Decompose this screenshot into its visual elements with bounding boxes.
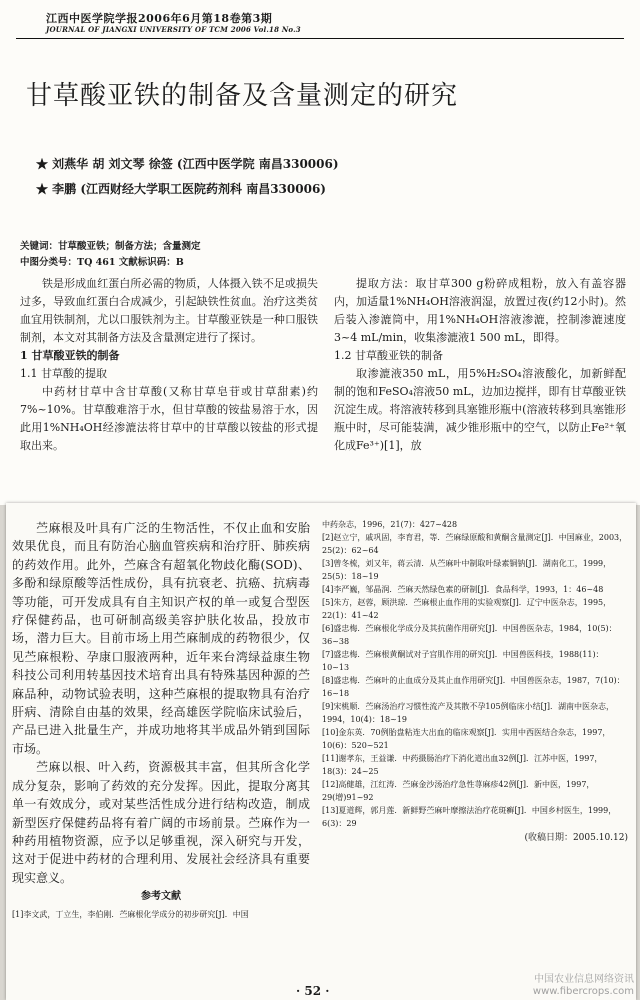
page-number: · 52 · xyxy=(296,984,330,998)
keywords: 关键词：甘草酸亚铁；制备方法；含量测定 xyxy=(20,241,201,252)
journal-header-en: JOURNAL OF JIANGXI UNIVERSITY OF TCM 2006 Vol.18 No.3 xyxy=(46,25,301,34)
section-1-1-heading: 1.1 甘草酸的提取 xyxy=(20,367,107,380)
author-line-2: ★ 李鹏 (江西财经大学职工医院药剂科 南昌330006) xyxy=(36,182,326,196)
section-1-2-heading: 1.2 甘草酸亚铁的制备 xyxy=(334,349,443,362)
author-line-1: ★ 刘燕华 胡 刘文琴 徐签 (江西中医学院 南昌330006) xyxy=(36,157,339,171)
reference-item: [5]朱方，赵蓉，顾洪琼．苎麻根止血作用的实验观察[J]．辽宁中医杂志，1995，22(1)：41~42 xyxy=(322,598,612,620)
reference-item: [9]宋桃顺．苎麻汤治疗习惯性流产及其散不孕105例临床小结[J]．湖南中医杂志，1994，10(4)：18~19 xyxy=(322,702,615,724)
watermark-line-1: 中国农业信息网络资讯 xyxy=(534,974,634,985)
extraction-method-paragraph: 提取方法：取甘草300 g粉碎成粗粉，放入有盖容器内，加适量1%NH₄OH溶液润湿，放置过夜(约12小时)。然后装入渗漉筒中，用1%NH₄OH溶液渗漉，控制渗漉速度3~4 mL/min，收集渗漉液1 500 mL，即得。 xyxy=(334,277,626,344)
reference-item: [7]盛忠梅．苎麻根黄酮试对子宫肌作用的研究[J]．中国兽医科技，1988(11)：10~13 xyxy=(322,650,604,672)
reference-item: [3]曾冬梳，刘又年，蒋云清．从苎麻叶中制取叶绿素铜钠[J]．湖南化工，1999，25(5)：18~19 xyxy=(322,559,612,581)
section-1-heading: 1 甘草酸亚铁的制备 xyxy=(20,349,120,362)
left-column xyxy=(20,275,318,455)
reference-item: [2]赵立宁，戚巩固，李育君，等．苎麻绿原酸和黄酮含量测定[J]．中国麻业，2003，25(2)：62~64 xyxy=(322,533,628,555)
watermark xyxy=(533,974,634,998)
reference-item: [12]高健雄，江红涛．苎麻金沙汤治疗急性荨麻疹42例[J]．新中医，1997，29(增)91~92 xyxy=(322,780,595,802)
reference-item: [6]盛忠梅．苎麻根化学成分及其抗菌作用研究[J]．中国兽医杂志，1984，10(5)：36~38 xyxy=(322,624,617,646)
reference-1: [1]李文武，丁立生，李伯刚．苎麻根化学成分的初步研究[J]．中国 xyxy=(12,909,249,919)
reference-item: [10]金东英．70例胎盘粘连大出血的临床观察[J]．实用中西医结合杂志，1997，10(6)：520~521 xyxy=(322,728,611,750)
reference-item: [4]李严巍，邹晶润．苎麻天然绿色素的研制[J]．食品科学，1993，1：46~48 xyxy=(322,585,604,594)
article-title: 甘草酸亚铁的制备及含量测定的研究 xyxy=(26,81,459,111)
reference-item: [13]夏道辉，郭月莲．新鲜野苎麻叶摩擦法治疗花斑癣[J]．中国乡村医生，1999，6(3)：29 xyxy=(322,806,617,828)
section-1-1-body: 中药材甘草中含甘草酸(又称甘草皂苷或甘草甜素)约7%~10%。甘草酸难溶于水，但甘草酸的铵盐易溶于水，因此用1%NH₄OH经渗漉法将甘草中的甘草酸以铵盐的形式提取出来。 xyxy=(20,385,318,452)
right-column xyxy=(334,275,626,455)
reference-item: 中药杂志，1996，21(7)：427~428 xyxy=(322,520,458,529)
references-heading: 参考文献 xyxy=(141,891,181,903)
header-rule xyxy=(16,38,624,39)
classification-number: 中图分类号：TQ 461 文献标识码：B xyxy=(20,257,184,268)
section-1-2-body: 取渗漉液350 mL，用5%H₂SO₄溶液酸化，加新鲜配制的饱和FeSO₄溶液50 mL，边加边搅拌，即有甘草酸亚铁沉淀生成。将溶液转移到具塞锥形瓶中(溶液转移到具塞锥形瓶中时，尽可能装满，减少锥形瓶中的空气，以防止Fe²⁺氧化成Fe³⁺)[1]，放 xyxy=(334,367,626,452)
reference-item: [8]盛忠梅．苎麻叶的止血成分及其止血作用研究[J]．中国兽医杂志，1987，7(10)：16~18 xyxy=(322,676,625,698)
received-date: (收稿日期：2005.10.12) xyxy=(524,833,628,843)
watermark-line-2: www.fibercrops.com xyxy=(532,986,634,997)
journal-header-cn: 江西中医学院学报2006年6月第18卷第3期 xyxy=(46,12,273,25)
intro-paragraph: 铁是形成血红蛋白所必需的物质，人体摄入铁不足或损失过多，导致血红蛋白合成减少，引起缺铁性贫血。治疗这类贫血宜用铁制剂，尤以口服铁剂为主。甘草酸亚铁是一种口服铁制剂，本文对其制备方法及含量测定进行了探讨。 xyxy=(20,277,318,344)
lower-left-column xyxy=(12,519,310,921)
ramie-paragraph-2: 苎麻以根、叶入药，资源极其丰富，但其所含化学成分复杂，影响了药效的充分发挥。因此，提取分离其单一有效成分，或对某些活性成分进行结构改造，制成新型医疗保健药品将有着广阔的市场前景。苎麻作为一种药用植物资源，应予以足够重视，深入研究与开发，这对于促进中药材的合理利用、发展社会经济具有重要现实意义。 xyxy=(12,760,310,885)
lower-right-references xyxy=(322,518,628,845)
reference-item: [11]谢孝东，王益谦．中药摄肠治疗下消化道出血32例[J]．江苏中医，1997，18(3)：24~25 xyxy=(322,754,603,776)
ramie-paragraph-1: 苎麻根及叶具有广泛的生物活性，不仅止血和安胎效果优良，而且有防治心脑血管疾病和治疗肝、肺疾病的药效作用。此外，苎麻含有超氧化物歧化酶(SOD)、多酚和绿原酸等活性成份，具有抗衰老、抗癌、抗病毒等功能，可开发成具有自主知识产权的单一或复合型医疗保健药品，也可研制高级美容护肤化妆品，投放市场，潜力巨大。目前市场上用苎麻制成的药物很少，仅见苎麻根粉、孕康口服液两种，近年来台湾绿益康生物科技公司利用转基因技术培育出具有特殊基因种源的苎麻品种，动物试验表明，这种苎麻根的提取物具有治疗肝病、清除自由基的效果，经高雄医学院临床试验后，产品已进入批量生产，并成功地将其半成品外销到国际市场。 xyxy=(12,521,310,756)
